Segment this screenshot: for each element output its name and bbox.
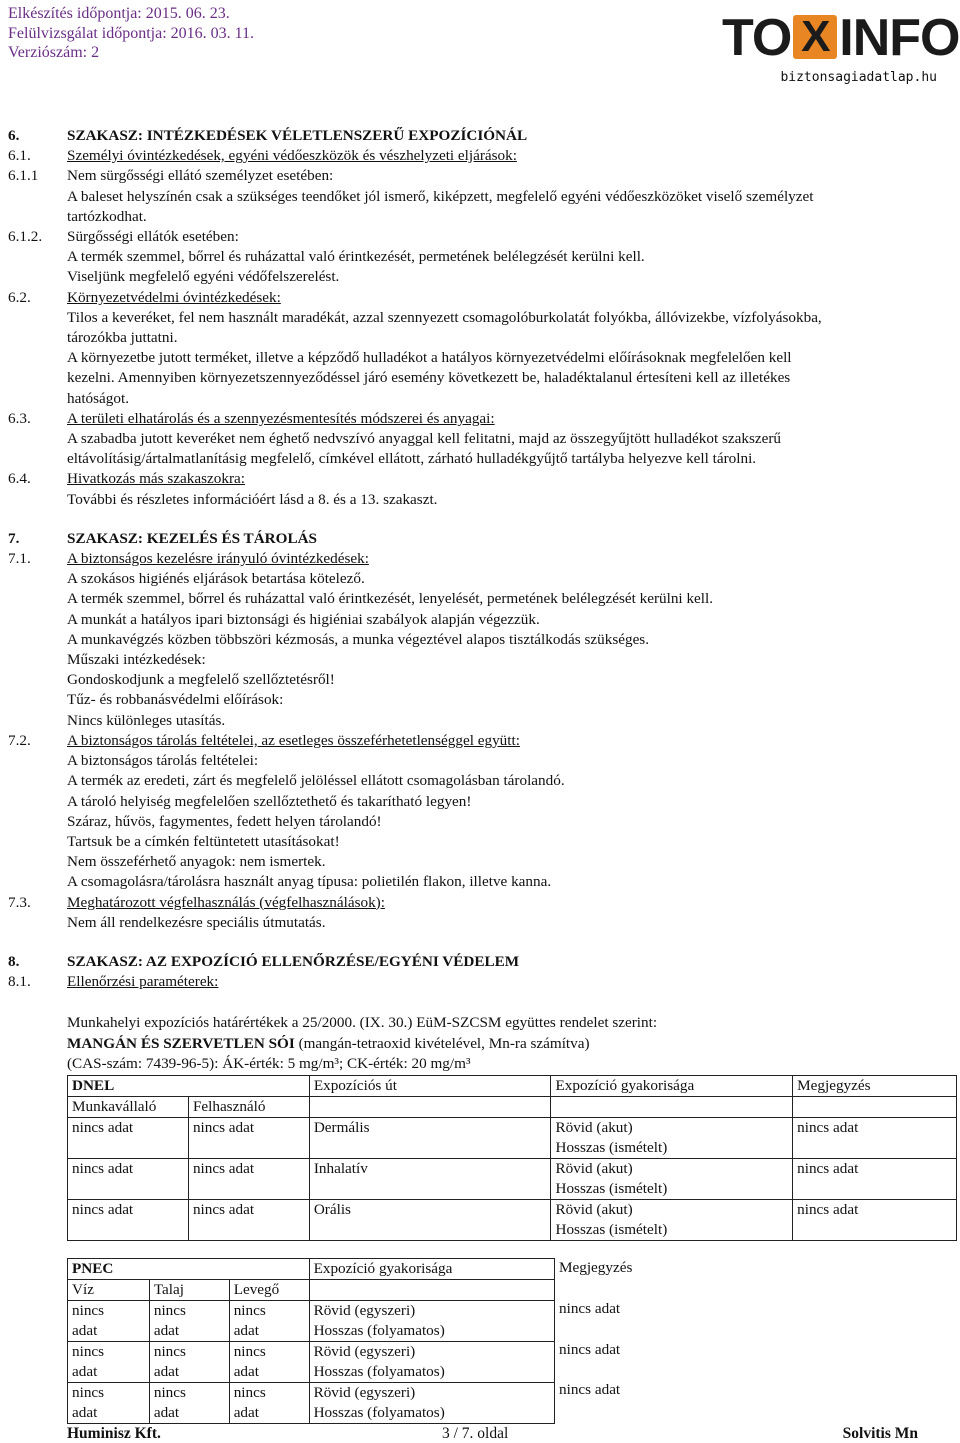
pnec-table: [67, 1258, 555, 1424]
spacer: [8, 933, 958, 952]
pnec-note: nincs adat: [559, 1300, 621, 1317]
spacer: [8, 510, 958, 529]
table-row: [68, 1200, 957, 1241]
section-7-1: 7.1. A biztonságos kezelésre irányuló óvintézkedések:: [8, 550, 369, 568]
section-7-3: 7.3. Meghatározott végfelhasználás (végfelhasználások):: [8, 893, 385, 911]
paragraph: hatóságot.: [67, 389, 130, 407]
paragraph: A munkát a hatályos ipari biztonsági és higiéniai szabályok alapján végezzük.: [67, 610, 540, 628]
table-cell: nincs adat: [68, 1118, 189, 1159]
table-cell: Rövid (egyszeri) Hosszas (folyamatos): [309, 1383, 554, 1424]
table-row: [68, 1342, 555, 1383]
paragraph: A termék szemmel, bőrrel és ruházattal való érintkezését, lenyelését, permetének belélegzését kerülni kell.: [67, 590, 714, 608]
paragraph: kezelni. Amennyiben környezetszennyeződéssel járó esemény következett be, haladéktalanul értesíteni kell az illetékes: [67, 369, 791, 387]
paragraph: A baleset helyszínén csak a szükséges teendőket jól ismerő, kiképzett, megfelelő egyéni védőeszközöket viselő személyzet: [67, 187, 814, 205]
footer-product: Solvitis Mn: [842, 1425, 918, 1442]
pnec-note: nincs adat: [559, 1381, 621, 1398]
table-row: [68, 1301, 555, 1342]
paragraph: A szokásos higiénés eljárások betartása kötelező.: [67, 570, 365, 588]
table-row: [68, 1383, 555, 1424]
section-8-heading: 8. SZAKASZ: AZ EXPOZÍCIÓ ELLENŐRZÉSE/EGYÉNI VÉDELEM: [8, 952, 520, 970]
table-row: [68, 1118, 957, 1159]
paragraph: A szabadba jutott keveréket nem éghető nedvszívó anyaggal kell felitatni, majd az összegyűjtött hulladékot szakszerű: [67, 430, 781, 448]
table-header-cell: Expozíciós út: [309, 1076, 551, 1097]
paragraph: Nem áll rendelkezésre speciális útmutatás.: [67, 913, 326, 931]
pnec-note-column: [559, 1258, 632, 1400]
paragraph: A csomagolásra/tárolásra használt anyag típusa: polietilén flakon, illetve kanna.: [67, 873, 552, 891]
table-cell: nincs adat: [793, 1200, 957, 1241]
revision-date: Felülvizsgálat időpontja: 2016. 03. 11.: [8, 24, 255, 42]
section-8-1: 8.1. Ellenőrzési paraméterek:: [8, 973, 219, 991]
table-cell: nincs adat: [793, 1118, 957, 1159]
paragraph: Nincs különleges utasítás.: [67, 711, 226, 729]
section-6-1-2: 6.1.2. Sürgősségi ellátók esetében:: [8, 228, 239, 246]
table-row: [68, 1159, 957, 1200]
table-row: [68, 1076, 957, 1097]
paragraph: Tilos a keveréket, fel nem használt maradékát, azzal szennyezett csomagolóburkolatát folyókba, állóvizekbe, vízfolyásokba,: [67, 308, 822, 326]
table-cell: nincs adat: [229, 1383, 309, 1424]
table-cell: nincs adat: [188, 1118, 309, 1159]
table-row: [68, 1280, 555, 1301]
table-cell: nincs adat: [149, 1342, 229, 1383]
dnel-table: [67, 1075, 957, 1241]
paragraph: További és részletes információért lásd a 8. és a 13. szakaszt.: [67, 490, 438, 508]
paragraph: Száraz, hűvös, fagymentes, fedett helyen tárolandó!: [67, 812, 382, 830]
table-cell: Levegő: [229, 1280, 309, 1301]
table-cell: nincs adat: [68, 1200, 189, 1241]
paragraph: Tűz- és robbanásvédelmi előírások:: [67, 691, 284, 709]
paragraph: tartózkodhat.: [67, 207, 147, 225]
table-cell: Rövid (egyszeri) Hosszas (folyamatos): [309, 1301, 554, 1342]
table-cell: Víz: [68, 1280, 150, 1301]
section-6-heading: 6. SZAKASZ: INTÉZKEDÉSEK VÉLETLENSZERŰ EXPOZÍCIÓNÁL: [8, 127, 528, 144]
footer-page-number: 3 / 7. oldal: [442, 1425, 509, 1442]
paragraph: Viseljünk megfelelő egyéni védőfelszerelést.: [67, 268, 340, 286]
toxinfo-logo: [722, 9, 960, 85]
table-cell: nincs adat: [149, 1383, 229, 1424]
section-6-3: 6.3. A területi elhatárolás és a szennyezésmentesítés módszerei és anyagai:: [8, 409, 495, 427]
substance-name: MANGÁN ÉS SZERVETLEN SÓI: [67, 1034, 295, 1052]
paragraph: Tartsuk be a címkén feltüntetett utasításokat!: [67, 832, 340, 850]
section-7-2: 7.2. A biztonságos tárolás feltételei, az esetleges összeférhetetlenséggel együtt:: [8, 731, 520, 749]
table-cell: Munkavállaló: [68, 1097, 189, 1118]
table-row: [68, 1259, 555, 1280]
paragraph: MANGÁN ÉS SZERVETLEN SÓI (mangán-tetraoxid kivételével, Mn-ra számítva): [67, 1034, 590, 1052]
table-header-cell: Megjegyzés: [793, 1076, 957, 1097]
paragraph: A termék szemmel, bőrrel és ruházattal való érintkezését, permetének belélegzését kerülni kell.: [67, 248, 645, 266]
table-cell: Rövid (akut) Hosszas (ismételt): [551, 1200, 793, 1241]
section-6-1: 6.1. Személyi óvintézkedések, egyéni védőeszközök és vészhelyzeti eljárások:: [8, 147, 517, 165]
section-6-1-1: 6.1.1 Nem sürgősségi ellátó személyzet esetében:: [8, 167, 334, 185]
table-header-cell: DNEL: [68, 1076, 310, 1097]
paragraph: A tároló helyiség megfelelően szellőztethető és takarítható legyen!: [67, 792, 472, 810]
table-cell: nincs adat: [229, 1342, 309, 1383]
table-cell: nincs adat: [188, 1200, 309, 1241]
pnec-note-header: Megjegyzés: [559, 1259, 633, 1276]
table-cell: nincs adat: [149, 1301, 229, 1342]
section-6-2: 6.2. Környezetvédelmi óvintézkedések:: [8, 288, 281, 306]
paragraph: Műszaki intézkedések:: [67, 651, 206, 669]
document-header: [8, 4, 254, 63]
table-cell: [551, 1097, 793, 1118]
table-header-cell: PNEC: [68, 1259, 310, 1280]
table-cell: Dermális: [309, 1118, 551, 1159]
table-cell: nincs adat: [793, 1159, 957, 1200]
paragraph: Nem összeférhető anyagok: nem ismertek.: [67, 853, 326, 871]
logo-url: biztonsagiadatlap.hu: [780, 70, 937, 85]
version-number: Verziószám: 2: [8, 44, 100, 61]
pnec-note: nincs adat: [559, 1340, 621, 1358]
prepared-date: Elkészítés időpontja: 2015. 06. 23.: [8, 5, 230, 22]
table-cell: Rövid (egyszeri) Hosszas (folyamatos): [309, 1342, 554, 1383]
paragraph: A biztonságos tárolás feltételei:: [67, 752, 259, 770]
table-cell: Inhalatív: [309, 1159, 551, 1200]
section-7-heading: 7. SZAKASZ: KEZELÉS ÉS TÁROLÁS: [8, 529, 317, 547]
document-body: [8, 126, 958, 1074]
table-cell: nincs adat: [68, 1301, 150, 1342]
logo-wordmark: TO X INFO: [722, 9, 960, 67]
logo-x-icon: X: [793, 15, 837, 59]
table-cell: nincs adat: [68, 1159, 189, 1200]
table-cell: nincs adat: [188, 1159, 309, 1200]
spacer: [8, 992, 958, 1013]
table-cell: [309, 1280, 554, 1301]
paragraph: eltávolításig/ártalmatlanításig megfelelő, címkével ellátott, zárható hulladékgyűjtő tartályba helyezve kell tárolni.: [67, 450, 757, 468]
paragraph: (CAS-szám: 7439-96-5): ÁK-érték: 5 mg/m³; CK-érték: 20 mg/m³: [67, 1054, 471, 1072]
table-cell: Rövid (akut) Hosszas (ismételt): [551, 1159, 793, 1200]
paragraph: Gondoskodjunk a megfelelő szellőztetésről!: [67, 671, 335, 689]
footer-company: Huminisz Kft.: [67, 1425, 161, 1442]
table-cell: [309, 1097, 551, 1118]
paragraph: tározókba juttatni.: [67, 329, 178, 347]
paragraph: A környezetbe jutott terméket, illetve a képződő hulladékot a hatályos környezetvédelmi előírásoknak megfelelően kell: [67, 349, 792, 367]
table-cell: Felhasználó: [188, 1097, 309, 1118]
table-cell: nincs adat: [68, 1383, 150, 1424]
table-header-cell: Expozíció gyakorisága: [309, 1259, 554, 1280]
section-6-4: 6.4. Hivatkozás más szakaszokra:: [8, 470, 245, 488]
table-cell: Rövid (akut) Hosszas (ismételt): [551, 1118, 793, 1159]
paragraph: A termék az eredeti, zárt és megfelelő jelöléssel ellátott csomagolásban tárolandó.: [67, 772, 565, 790]
paragraph: A munkavégzés közben többszöri kézmosás, a munka végeztével alapos tisztálkodás szükséges.: [67, 630, 650, 648]
table-cell: Orális: [309, 1200, 551, 1241]
table-cell: Talaj: [149, 1280, 229, 1301]
table-cell: nincs adat: [229, 1301, 309, 1342]
table-cell: nincs adat: [68, 1342, 150, 1383]
table-cell: [793, 1097, 957, 1118]
table-header-cell: Expozíció gyakorisága: [551, 1076, 793, 1097]
paragraph: Munkahelyi expozíciós határértékek a 25/2000. (IX. 30.) EüM-SZCSM együttes rendelet szerint:: [67, 1014, 658, 1032]
table-row: [68, 1097, 957, 1118]
